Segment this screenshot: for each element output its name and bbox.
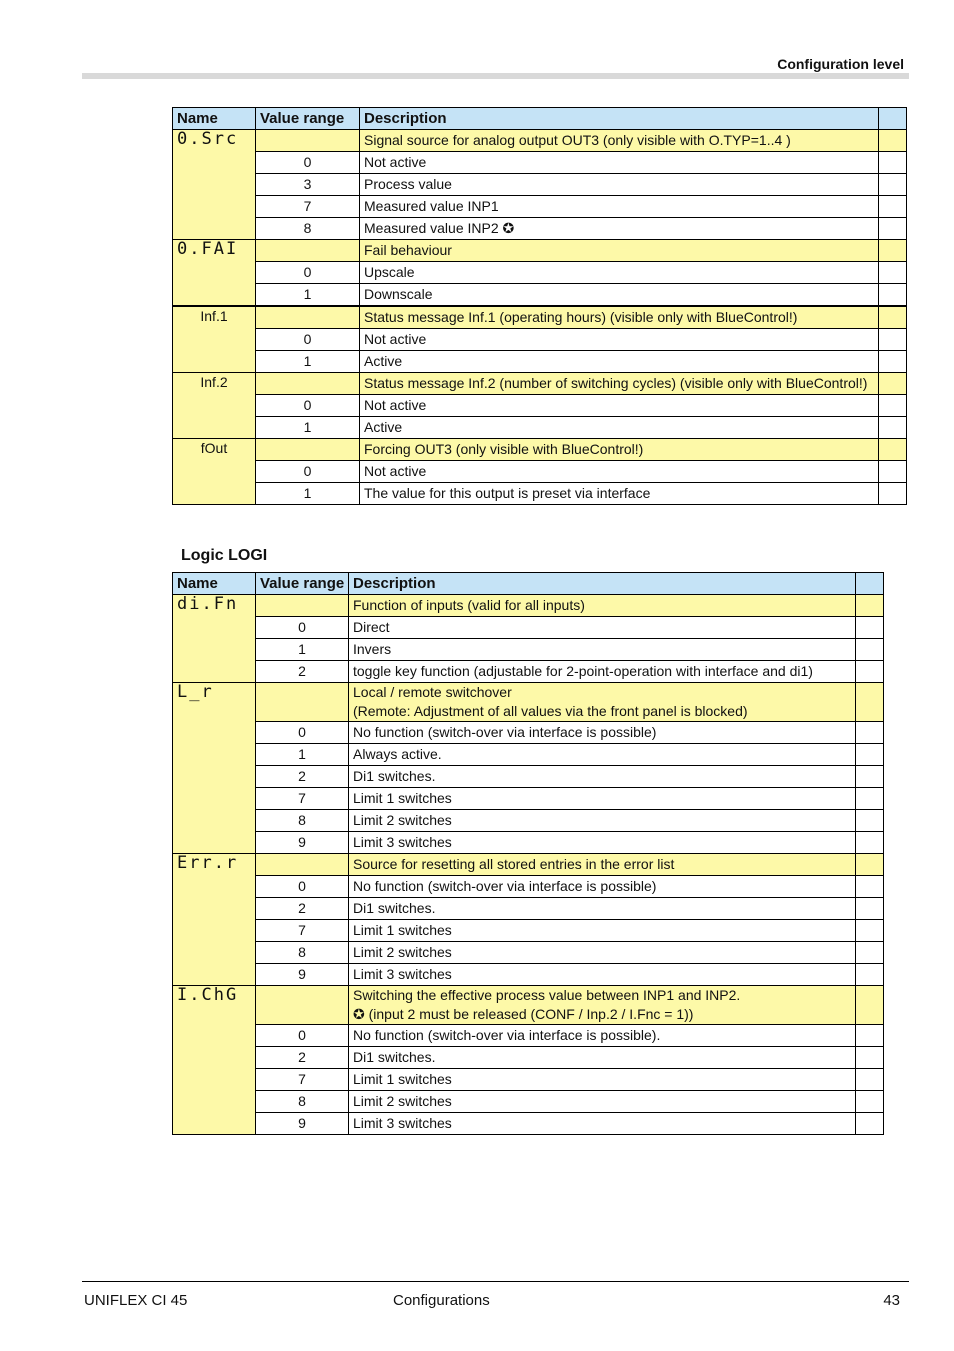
- option-value: 8: [256, 810, 349, 832]
- parameter-title-row: [173, 306, 907, 329]
- parameter-title-row: [173, 240, 907, 262]
- option-description: Limit 2 switches: [349, 1091, 856, 1113]
- page-number: 43: [883, 1292, 900, 1309]
- extra-column: [856, 832, 884, 854]
- extra-column: [879, 240, 907, 262]
- extra-column: [856, 1091, 884, 1113]
- option-value: 9: [256, 964, 349, 986]
- extra-column: [856, 986, 884, 1025]
- option-description: Not active: [360, 152, 879, 174]
- parameter-title-row: [173, 130, 907, 152]
- extra-column: [879, 461, 907, 483]
- option-value: 1: [256, 351, 360, 373]
- option-value: 2: [256, 766, 349, 788]
- option-row: [173, 329, 907, 351]
- option-value: 2: [256, 1047, 349, 1069]
- value-range-empty: [256, 595, 349, 617]
- extra-column: [879, 351, 907, 373]
- option-description: Limit 3 switches: [349, 1113, 856, 1135]
- footer-rule: [82, 1281, 909, 1282]
- option-row: [173, 898, 884, 920]
- parameter-name: Inf.2: [173, 373, 256, 439]
- logic-section-title: Logic LOGI: [181, 547, 268, 564]
- description-header: Description: [360, 108, 879, 130]
- option-description: The value for this output is preset via interface: [360, 483, 879, 505]
- extra-column: [879, 417, 907, 439]
- parameter-name: L_r: [173, 683, 256, 854]
- option-row: [173, 262, 907, 284]
- option-value: 0: [256, 1025, 349, 1047]
- option-value: 7: [256, 1069, 349, 1091]
- option-value: 8: [256, 218, 360, 240]
- extra-column: [856, 920, 884, 942]
- option-value: 0: [256, 876, 349, 898]
- option-value: 9: [256, 1113, 349, 1135]
- parameter-title-row: [173, 683, 884, 722]
- option-row: [173, 284, 907, 307]
- option-value: 8: [256, 942, 349, 964]
- value-range-empty: [256, 240, 360, 262]
- option-description: Not active: [360, 329, 879, 351]
- option-row: [173, 1047, 884, 1069]
- extra-column: [879, 196, 907, 218]
- option-row: [173, 1091, 884, 1113]
- extra-column: [856, 1047, 884, 1069]
- parameter-name: 0.FAI: [173, 240, 256, 307]
- parameter-description: Function of inputs (valid for all inputs): [349, 595, 856, 617]
- option-row: [173, 1025, 884, 1047]
- parameter-description: Forcing OUT3 (only visible with BlueControl!): [360, 439, 879, 461]
- parameter-title-row: [173, 854, 884, 876]
- parameter-name: fOut: [173, 439, 256, 505]
- extra-column: [879, 483, 907, 505]
- footer-product: UNIFLEX CI 45: [84, 1292, 188, 1309]
- extra-column: [856, 639, 884, 661]
- option-row: [173, 661, 884, 683]
- extra-column: [856, 942, 884, 964]
- extra-column: [856, 1069, 884, 1091]
- option-description: toggle key function (adjustable for 2-point-operation with interface and di1): [349, 661, 856, 683]
- table-header-row: [173, 108, 907, 130]
- extra-column: [856, 1113, 884, 1135]
- value-range-empty: [256, 306, 360, 329]
- extra-column: [856, 1025, 884, 1047]
- option-value: 2: [256, 898, 349, 920]
- description-line-2: (Remote: Adjustment of all values via the front panel is blocked): [353, 703, 748, 719]
- extra-column-header: [856, 573, 884, 595]
- option-description: Limit 2 switches: [349, 810, 856, 832]
- option-row: [173, 1113, 884, 1135]
- option-description: Di1 switches.: [349, 1047, 856, 1069]
- extra-column: [856, 661, 884, 683]
- header-rule: [82, 73, 909, 79]
- extra-column: [856, 964, 884, 986]
- option-row: [173, 876, 884, 898]
- option-description: Downscale: [360, 284, 879, 307]
- parameter-title-row: [173, 986, 884, 1025]
- description-line-2: ✪ (input 2 must be released (CONF / Inp.2 / I.Fnc = 1)): [353, 1006, 694, 1022]
- value-range-empty: [256, 130, 360, 152]
- option-description: No function (switch-over via interface is possible).: [349, 1025, 856, 1047]
- option-description: Limit 3 switches: [349, 964, 856, 986]
- option-row: [173, 617, 884, 639]
- name-header: Name: [173, 573, 256, 595]
- parameter-title-row: [173, 373, 907, 395]
- option-row: [173, 218, 907, 240]
- option-row: [173, 417, 907, 439]
- value-range-empty: [256, 986, 349, 1025]
- parameter-title-row: [173, 595, 884, 617]
- extra-column: [856, 788, 884, 810]
- option-row: [173, 810, 884, 832]
- option-value: 0: [256, 262, 360, 284]
- option-row: [173, 1069, 884, 1091]
- option-description: Active: [360, 351, 879, 373]
- value-range-empty: [256, 683, 349, 722]
- option-row: [173, 639, 884, 661]
- config-table-output: [172, 107, 907, 505]
- table-header-row: [173, 573, 884, 595]
- parameter-description: Status message Inf.2 (number of switching cycles) (visible only with BlueControl!): [360, 373, 879, 395]
- option-value: 0: [256, 722, 349, 744]
- parameter-description: Source for resetting all stored entries in the error list: [349, 854, 856, 876]
- option-row: [173, 395, 907, 417]
- description-header: Description: [349, 573, 856, 595]
- option-description: Not active: [360, 461, 879, 483]
- extra-column: [856, 766, 884, 788]
- option-description: Process value: [360, 174, 879, 196]
- option-value: 8: [256, 1091, 349, 1113]
- parameter-name: Err.r: [173, 854, 256, 986]
- range-header: Value range: [256, 108, 360, 130]
- extra-column: [856, 854, 884, 876]
- option-description: Invers: [349, 639, 856, 661]
- option-value: 0: [256, 152, 360, 174]
- option-value: 1: [256, 483, 360, 505]
- option-value: 7: [256, 920, 349, 942]
- option-row: [173, 174, 907, 196]
- option-description: Limit 1 switches: [349, 1069, 856, 1091]
- extra-column: [879, 130, 907, 152]
- option-value: 1: [256, 639, 349, 661]
- option-description: Limit 1 switches: [349, 788, 856, 810]
- config-table-logic: [172, 572, 884, 1135]
- option-description: Active: [360, 417, 879, 439]
- option-value: 0: [256, 617, 349, 639]
- option-value: 1: [256, 744, 349, 766]
- option-value: 3: [256, 174, 360, 196]
- option-description: Direct: [349, 617, 856, 639]
- parameter-name: di.Fn: [173, 595, 256, 683]
- extra-column: [856, 898, 884, 920]
- extra-column: [856, 876, 884, 898]
- parameter-title-row: [173, 439, 907, 461]
- parameter-name: 0.Src: [173, 130, 256, 240]
- option-value: 1: [256, 417, 360, 439]
- extra-column: [879, 152, 907, 174]
- option-row: [173, 766, 884, 788]
- parameter-description: Status message Inf.1 (operating hours) (visible only with BlueControl!): [360, 306, 879, 329]
- option-value: 9: [256, 832, 349, 854]
- description-line-1: Local / remote switchover: [353, 684, 512, 700]
- parameter-description: Fail behaviour: [360, 240, 879, 262]
- extra-column: [879, 439, 907, 461]
- option-value: 7: [256, 788, 349, 810]
- option-description: Measured value INP2 ✪: [360, 218, 879, 240]
- description-line-1: Switching the effective process value between INP1 and INP2.: [353, 987, 741, 1003]
- option-value: 1: [256, 284, 360, 307]
- option-value: 0: [256, 329, 360, 351]
- parameter-description: Signal source for analog output OUT3 (only visible with O.TYP=1..4 ): [360, 130, 879, 152]
- parameter-name: I.ChG: [173, 986, 256, 1135]
- parameter-name: Inf.1: [173, 306, 256, 373]
- option-row: [173, 196, 907, 218]
- extra-column: [879, 218, 907, 240]
- option-description: No function (switch-over via interface is possible): [349, 722, 856, 744]
- extra-column-header: [879, 108, 907, 130]
- name-header: Name: [173, 108, 256, 130]
- option-description: Di1 switches.: [349, 766, 856, 788]
- option-description: Always active.: [349, 744, 856, 766]
- extra-column: [879, 174, 907, 196]
- extra-column: [856, 617, 884, 639]
- option-description: Limit 2 switches: [349, 942, 856, 964]
- option-row: [173, 461, 907, 483]
- option-row: [173, 964, 884, 986]
- option-row: [173, 942, 884, 964]
- section-title: Configuration level: [777, 56, 904, 72]
- option-value: 0: [256, 461, 360, 483]
- option-description: Di1 switches.: [349, 898, 856, 920]
- option-row: [173, 722, 884, 744]
- option-row: [173, 920, 884, 942]
- option-description: Not active: [360, 395, 879, 417]
- extra-column: [879, 373, 907, 395]
- extra-column: [879, 306, 907, 329]
- footer-chapter: Configurations: [393, 1292, 490, 1309]
- option-row: [173, 788, 884, 810]
- extra-column: [879, 284, 907, 307]
- option-row: [173, 152, 907, 174]
- extra-column: [856, 722, 884, 744]
- range-header: Value range: [256, 573, 349, 595]
- extra-column: [879, 395, 907, 417]
- value-range-empty: [256, 439, 360, 461]
- option-row: [173, 832, 884, 854]
- option-value: 0: [256, 395, 360, 417]
- parameter-description: [349, 986, 856, 1025]
- option-value: 7: [256, 196, 360, 218]
- extra-column: [879, 329, 907, 351]
- option-row: [173, 744, 884, 766]
- option-description: Limit 1 switches: [349, 920, 856, 942]
- value-range-empty: [256, 854, 349, 876]
- option-description: Limit 3 switches: [349, 832, 856, 854]
- option-description: Upscale: [360, 262, 879, 284]
- extra-column: [856, 595, 884, 617]
- option-row: [173, 351, 907, 373]
- extra-column: [856, 744, 884, 766]
- extra-column: [879, 262, 907, 284]
- parameter-description: [349, 683, 856, 722]
- option-row: [173, 483, 907, 505]
- extra-column: [856, 810, 884, 832]
- option-description: No function (switch-over via interface is possible): [349, 876, 856, 898]
- value-range-empty: [256, 373, 360, 395]
- extra-column: [856, 683, 884, 722]
- option-value: 2: [256, 661, 349, 683]
- option-description: Measured value INP1: [360, 196, 879, 218]
